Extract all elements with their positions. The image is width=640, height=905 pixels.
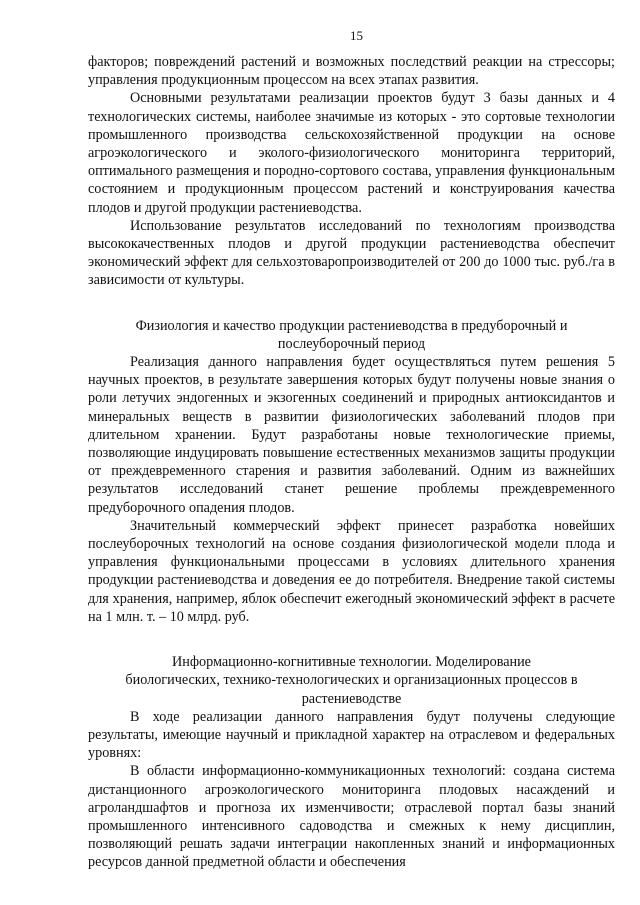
paragraph-project-results: Основными результатами реализации проектов будут 3 базы данных и 4 технологических системы, наиболее значимые из которых - это сортовые технологии промышленного производства сельскохозяйственной продукции на основе агроэкологического и эколого-физиологического мониторинга территорий, оптимального размещения и породно-сортового состава, управления функциональным состоянием и продукционным процессом растений и конструирования качества плодов и другой продукции растениеводства. bbox=[88, 90, 615, 216]
section-heading-it-line-1: Информационно-когнитивные технологии. Моделирование bbox=[172, 654, 531, 671]
section-heading-it-line-2: биологических, технико-технологических и организационных процессов в bbox=[125, 672, 578, 689]
page-number: 15 bbox=[350, 28, 363, 43]
paragraph-stress-factors: факторов; повреждений растений и возможных последствий реакции на стрессоры; управления продукционным процессом на всех этапах развития. bbox=[88, 54, 615, 89]
paragraph-commercial-effect: Значительный коммерческий эффект принесет разработка новейших послеуборочных технологий на основе создания физиологической модели плода и управления функциональными процессами в условиях длительного хранения продукции растениеводства и доведения ее до потребителя. Внедрение такой системы для хранения, например, яблок обеспечит ежегодный экономический эффект в расчете на 1 млн. т. – 10 млрд. руб. bbox=[88, 517, 615, 625]
section-heading-it-line-3: растениеводстве bbox=[301, 690, 402, 707]
section-heading-physiology-line-2: послеуборочный период bbox=[277, 335, 426, 352]
section-heading-physiology-line-1: Физиология и качество продукции растениеводства в предуборочный и bbox=[135, 317, 568, 334]
document-page bbox=[88, 28, 615, 872]
paragraph-physiology-projects: Реализация данного направления будет осуществляться путем решения 5 научных проектов, в результате завершения которых будут получены новые знания о роли летучих эндогенных и экзогенных соединений и природных антиоксидантов и минеральных веществ в развитии физиологических заболеваний плодов при длительном хранении. Будут разработаны новые технологические приемы, позволяющие индуцировать повышение естественных механизмов защиты продукции от преждевременного старения и развития заболеваний. Одним из важнейших результатов исследований станет решение проблемы преждевременного предуборочного опадения плодов. bbox=[88, 354, 615, 516]
section-heading-information-technologies bbox=[88, 653, 615, 708]
section-heading-physiology bbox=[88, 317, 615, 353]
paragraph-expected-results: В ходе реализации данного направления будут получены следующие результаты, имеющие научный и прикладной характер на отраслевом и федеральных уровнях: bbox=[88, 708, 615, 762]
paragraph-ict-area: В области информационно-коммуникационных технологий: создана система дистанционного агроэкологического мониторинга плодовых насаждений и агроландшафтов и прогноза их изменчивости; отраслевой портал базы знаний промышленного интенсивного садоводства и смежных к нему дисциплин, позволяющий решать задачи интеграции накопленных знаний и информационных ресурсов данной предметной области и обеспечения bbox=[88, 763, 615, 871]
paragraph-economic-effect: Использование результатов исследований по технологиям производства высококачественных плодов и другой продукции растениеводства обеспечит экономический эффект для сельхозтоваропроизводителей от 200 до 1000 тыс. руб./га в зависимости от культуры. bbox=[88, 217, 615, 289]
